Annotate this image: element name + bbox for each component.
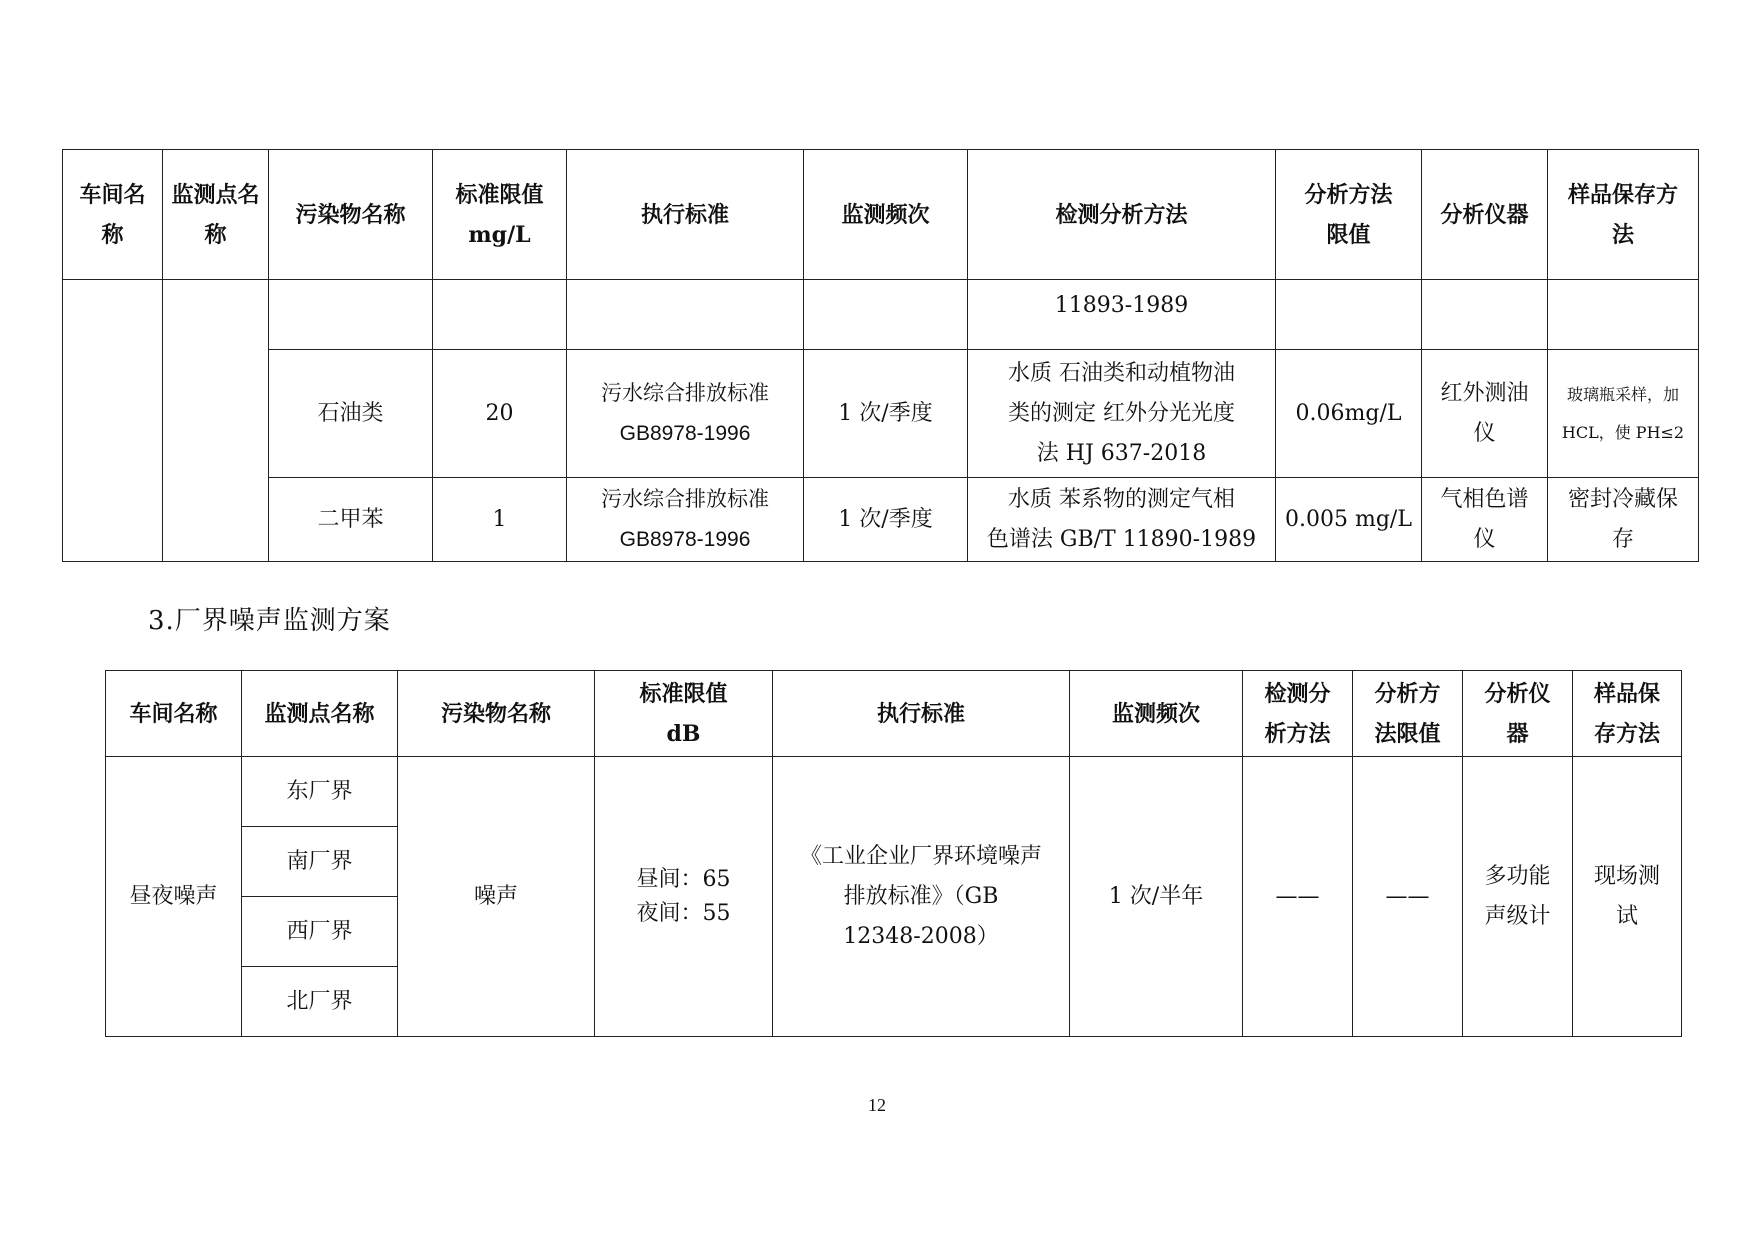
method-limit-cell	[1276, 280, 1422, 350]
header-method-limit: 分析方 法限值	[1353, 671, 1463, 757]
table-header-row	[63, 150, 1699, 280]
monitoring-point-cell	[163, 280, 269, 562]
pollutant-cell: 二甲苯	[269, 478, 433, 562]
instrument-cell: 气相色谱 仪	[1422, 478, 1548, 562]
pollutant-monitoring-table	[62, 149, 1699, 562]
header-method-limit: 分析方法 限值	[1276, 150, 1422, 280]
standard-cell: 污水综合排放标准 GB8978-1996	[567, 350, 804, 478]
frequency-cell: 1 次/季度	[804, 350, 968, 478]
method-limit-cell: ——	[1353, 757, 1463, 1037]
header-storage: 样品保 存方法	[1573, 671, 1682, 757]
monitoring-point-cell: 西厂界	[242, 897, 398, 967]
header-monitoring-point: 监测点名称	[242, 671, 398, 757]
instrument-cell: 多功能 声级计	[1463, 757, 1573, 1037]
instrument-cell: 红外测油 仪	[1422, 350, 1548, 478]
monitoring-point-cell: 南厂界	[242, 827, 398, 897]
header-storage: 样品保存方 法	[1548, 150, 1699, 280]
table-header-row	[106, 671, 1682, 757]
table-row	[106, 757, 1682, 827]
method-cell: 水质 石油类和动植物油 类的测定 红外分光光度 法 HJ 637-2018	[968, 350, 1276, 478]
noise-monitoring-table	[105, 670, 1682, 1037]
limit-cell: 昼间：65 夜间：55	[595, 757, 773, 1037]
storage-cell	[1548, 280, 1699, 350]
method-cell: 水质 苯系物的测定气相 色谱法 GB/T 11890-1989	[968, 478, 1276, 562]
limit-cell	[433, 280, 567, 350]
method-cell: ——	[1243, 757, 1353, 1037]
workshop-cell: 昼夜噪声	[106, 757, 242, 1037]
standard-cell	[567, 280, 804, 350]
frequency-cell: 1 次/半年	[1070, 757, 1243, 1037]
table-row	[63, 350, 1699, 478]
header-pollutant: 污染物名称	[269, 150, 433, 280]
header-instrument: 分析仪 器	[1463, 671, 1573, 757]
header-instrument: 分析仪器	[1422, 150, 1548, 280]
workshop-cell	[63, 280, 163, 562]
monitoring-point-cell: 北厂界	[242, 967, 398, 1037]
pollutant-cell: 石油类	[269, 350, 433, 478]
limit-cell: 20	[433, 350, 567, 478]
header-limit: 标准限值 dB	[595, 671, 773, 757]
limit-cell: 1	[433, 478, 567, 562]
standard-cell: 污水综合排放标准 GB8978-1996	[567, 478, 804, 562]
method-limit-cell: 0.06mg/L	[1276, 350, 1422, 478]
header-pollutant: 污染物名称	[398, 671, 595, 757]
table-row	[63, 478, 1699, 562]
storage-cell: 密封冷藏保 存	[1548, 478, 1699, 562]
frequency-cell: 1 次/季度	[804, 478, 968, 562]
table-row	[63, 280, 1699, 350]
page-number: 12	[868, 1095, 886, 1115]
monitoring-point-cell: 东厂界	[242, 757, 398, 827]
header-workshop: 车间名称	[106, 671, 242, 757]
standard-cell: 《工业企业厂界环境噪声 排放标准》（GB 12348-2008）	[773, 757, 1070, 1037]
header-frequency: 监测频次	[1070, 671, 1243, 757]
section-heading: 3.厂界噪声监测方案	[148, 606, 391, 636]
header-limit: 标准限值 mg/L	[433, 150, 567, 280]
storage-cell: 现场测 试	[1573, 757, 1682, 1037]
header-workshop: 车间名称	[63, 150, 163, 280]
header-standard: 执行标准	[567, 150, 804, 280]
pollutant-cell: 噪声	[398, 757, 595, 1037]
instrument-cell	[1422, 280, 1548, 350]
pollutant-cell	[269, 280, 433, 350]
method-cell: 11893-1989	[968, 280, 1276, 350]
header-standard: 执行标准	[773, 671, 1070, 757]
frequency-cell	[804, 280, 968, 350]
method-limit-cell: 0.005 mg/L	[1276, 478, 1422, 562]
header-method: 检测分 析方法	[1243, 671, 1353, 757]
header-frequency: 监测频次	[804, 150, 968, 280]
storage-cell: 玻璃瓶采样，加 HCL，使 PH≤2	[1548, 350, 1699, 478]
header-monitoring-point: 监测点名称	[163, 150, 269, 280]
header-method: 检测分析方法	[968, 150, 1276, 280]
